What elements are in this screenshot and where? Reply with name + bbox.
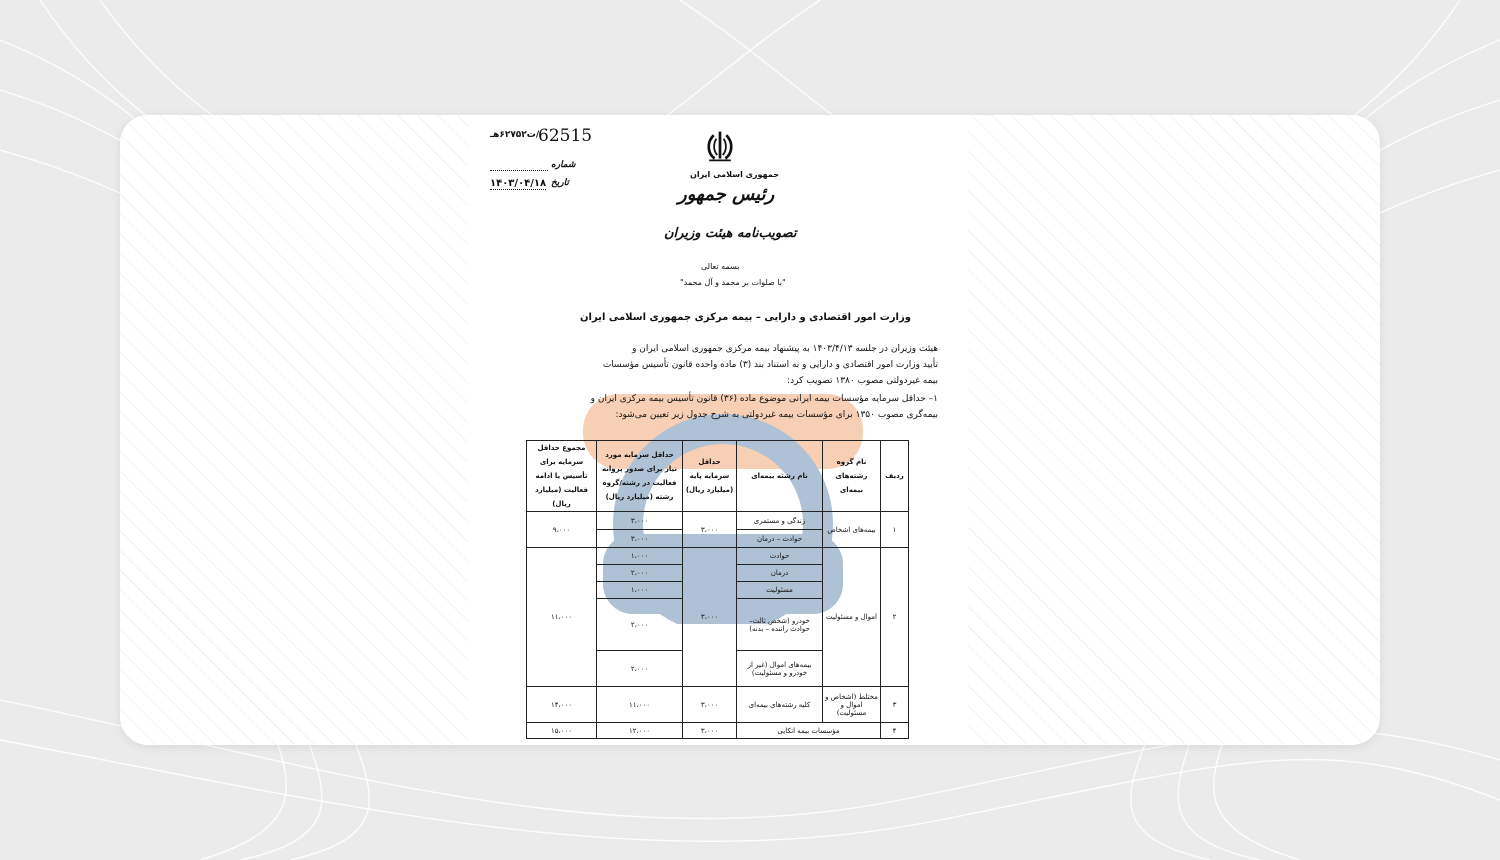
number-label: شماره bbox=[551, 160, 576, 170]
header-base-capital: حداقل سرمایه پایه (میلیارد ریال) bbox=[683, 441, 737, 512]
document-card bbox=[120, 115, 1380, 745]
cell-field-name: زندگی و مستمری bbox=[737, 512, 823, 530]
date-label: تاریخ bbox=[551, 178, 569, 188]
cell-base-capital: ۳،۰۰۰ bbox=[683, 512, 737, 548]
cell-row-number: ۳ bbox=[881, 687, 909, 723]
table-row bbox=[527, 512, 909, 530]
cell-row-number: ۱ bbox=[881, 512, 909, 548]
salawat: "با صلوات بر محمد و آل محمد" bbox=[680, 278, 786, 287]
header-field-name: نام رشته بیمه‌ای bbox=[737, 441, 823, 512]
bismillah: بسمه تعالی bbox=[701, 262, 740, 271]
paragraph-1-line-2: تأیید وزارت امور اقتصادی و دارایی و به استناد بند (۳) ماده واحده قانون تأسیس مؤسسات bbox=[602, 360, 938, 370]
header-group-name: نام گروه رشته‌های بیمه‌ای bbox=[823, 441, 881, 512]
cell-license-capital: ۱۱،۰۰۰ bbox=[597, 687, 683, 723]
office-title: رئیس جمهور bbox=[678, 184, 775, 205]
paragraph-1-line-3: بیمه غیردولتی مصوب ۱۳۸۰ تصویب کرد: bbox=[787, 376, 938, 386]
cell-field-name: خودرو (شخص ثالث– حوادث راننده – بدنه) bbox=[737, 599, 823, 651]
cell-field-name: حوادث – درمان bbox=[737, 530, 823, 548]
ministry-heading: وزارت امور اقتصادی و دارایی – بیمه مرکزی جمهوری اسلامی ایران bbox=[580, 312, 911, 323]
cell-group-name: مختلط (اشخاص و اموال و مسئولیت) bbox=[823, 687, 881, 723]
cell-base-capital: ۳،۰۰۰ bbox=[683, 723, 737, 739]
cell-license-capital: ۱،۰۰۰ bbox=[597, 582, 683, 599]
cell-license-capital: ۱۲،۰۰۰ bbox=[597, 723, 683, 739]
table-row bbox=[527, 548, 909, 565]
cell-license-capital: ۲،۰۰۰ bbox=[597, 651, 683, 687]
cell-field-name: درمان bbox=[737, 565, 823, 582]
cell-license-capital: ۲،۰۰۰ bbox=[597, 599, 683, 651]
cell-total-capital: ۱۴،۰۰۰ bbox=[527, 687, 597, 723]
cell-total-capital: ۱۵،۰۰۰ bbox=[527, 723, 597, 739]
cell-base-capital: ۳،۰۰۰ bbox=[683, 687, 737, 723]
cell-group-name: بیمه‌های اشخاص bbox=[823, 512, 881, 548]
table-row bbox=[527, 723, 909, 739]
cell-total-capital: ۱۱،۰۰۰ bbox=[527, 548, 597, 687]
cell-row-number: ۴ bbox=[881, 723, 909, 739]
decree-document bbox=[468, 115, 968, 745]
cell-license-capital: ۳،۰۰۰ bbox=[597, 530, 683, 548]
cell-license-capital: ۳،۰۰۰ bbox=[597, 512, 683, 530]
cell-license-capital: ۱،۰۰۰ bbox=[597, 548, 683, 565]
cell-field-name: مسئولیت bbox=[737, 582, 823, 599]
iran-emblem-icon bbox=[702, 128, 738, 164]
paragraph-2-line-1: ۱– حداقل سرمایه مؤسسات بیمه ایرانی موضوع ماده (۳۶) قانون تأسیس بیمه مرکزی ایران و bbox=[590, 394, 938, 404]
paragraph-1-line-1: هیئت وزیران در جلسه ۱۴۰۳/۴/۱۳ به پیشنهاد بیمه مرکزی جمهوری اسلامی ایران و bbox=[632, 344, 938, 354]
date-value: ۱۴۰۳/۰۴/۱۸ bbox=[490, 178, 547, 189]
country-name: جمهوری اسلامی ایران bbox=[690, 170, 779, 179]
serial-number: 62515 bbox=[538, 126, 593, 146]
cell-group-name: مؤسسات بیمه اتکایی bbox=[737, 723, 881, 739]
paragraph-2-line-2: بیمه‌گری مصوب ۱۳۵۰ برای مؤسسات بیمه غیردولتی به شرح جدول زیر تعیین می‌شود: bbox=[615, 410, 938, 420]
header-license-capital: حداقل سرمایه مورد نیاز برای صدور پروانه فعالیت در رشته/گروه رشته (میلیارد ریال) bbox=[597, 441, 683, 512]
capital-table bbox=[526, 440, 909, 739]
cell-license-capital: ۲،۰۰۰ bbox=[597, 565, 683, 582]
header-row-number: ردیف bbox=[881, 441, 909, 512]
decree-title: تصویب‌نامه هیئت وزیران bbox=[664, 226, 797, 241]
table-header-row bbox=[527, 441, 909, 512]
header-total-capital: مجموع حداقل سرمایه برای تأسیس یا ادامه فعالیت (میلیارد ریال) bbox=[527, 441, 597, 512]
cell-base-capital: ۳،۰۰۰ bbox=[683, 548, 737, 687]
cell-field-name: کلیه رشته‌های بیمه‌ای bbox=[737, 687, 823, 723]
cell-field-name: بیمه‌های اموال (غیر از خودرو و مسئولیت) bbox=[737, 651, 823, 687]
cell-row-number: ۲ bbox=[881, 548, 909, 687]
table-row bbox=[527, 687, 909, 723]
cell-field-name: حوادث bbox=[737, 548, 823, 565]
reference-number: /ت۶۲۷۵۲هـ bbox=[490, 130, 540, 140]
cell-group-name: اموال و مسئولیت bbox=[823, 548, 881, 687]
cell-total-capital: ۹،۰۰۰ bbox=[527, 512, 597, 548]
number-dots bbox=[490, 170, 548, 171]
